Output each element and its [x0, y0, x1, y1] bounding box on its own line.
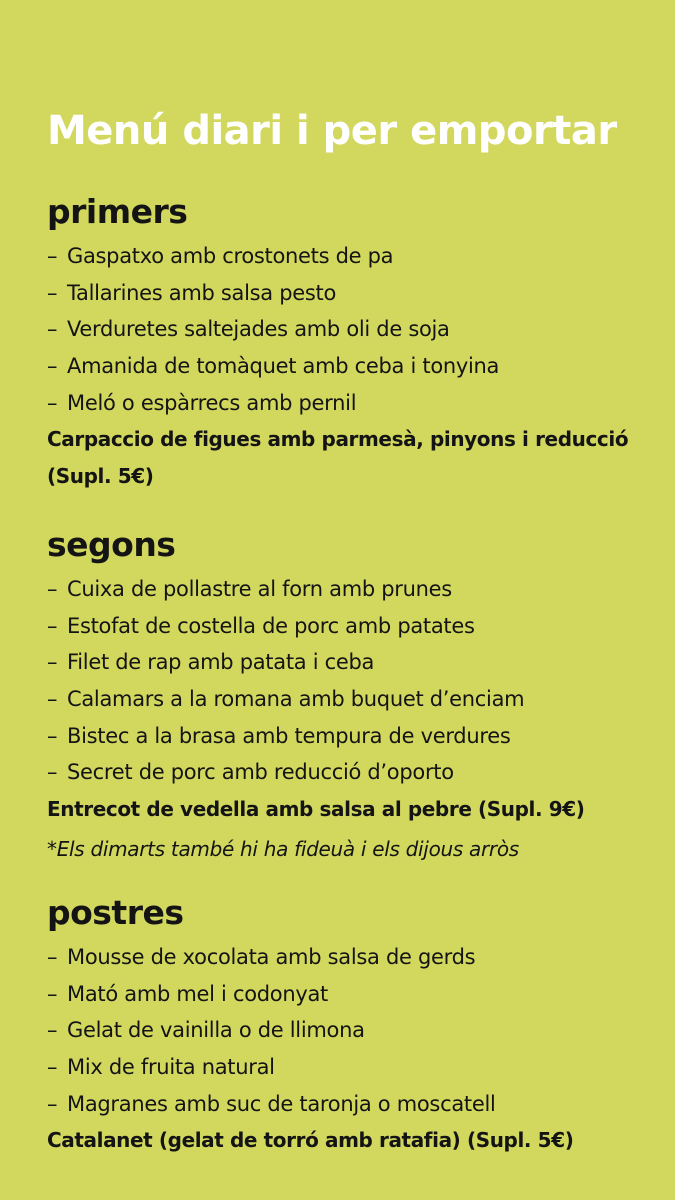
dash: –	[47, 760, 58, 785]
special-item-postres: Catalanet (gelat de torró amb ratafia) (Supl. 5€)	[47, 1128, 574, 1153]
menu-item-label: Amanida de tomàquet amb ceba i tonyina	[67, 354, 500, 379]
menu-item	[47, 385, 657, 422]
menu-item	[47, 275, 657, 312]
menu-item	[47, 348, 657, 385]
dash: –	[47, 723, 58, 748]
menu-item	[47, 1086, 657, 1123]
page-title: Menú diari i per emportar	[47, 108, 617, 154]
menu-item-label: Tallarines amb salsa pesto	[67, 280, 337, 305]
dash: –	[47, 981, 58, 1006]
menu-item	[47, 1049, 657, 1086]
menu-item	[47, 311, 657, 348]
dash: –	[47, 390, 58, 415]
dash: –	[47, 354, 58, 379]
dash: –	[47, 244, 58, 268]
primers-list	[47, 238, 657, 421]
menu-item-label: Gelat de vainilla o de llimona	[67, 1018, 365, 1043]
menu-item-label: Filet de rap amb patata i ceba	[67, 650, 375, 675]
section-heading-segons: segons	[47, 525, 176, 564]
dash: –	[47, 1018, 58, 1043]
menu-item	[47, 681, 657, 718]
menu-item-label: Magranes amb suc de taronja o moscatell	[67, 1091, 496, 1116]
menu-item	[47, 644, 657, 681]
menu-item-label: Meló o espàrrecs amb pernil	[67, 390, 357, 415]
menu-item-label: Secret de porc amb reducció d’oporto	[67, 760, 454, 785]
section-heading-primers: primers	[47, 192, 188, 231]
menu-item	[47, 939, 657, 976]
menu-item	[47, 238, 657, 275]
section-primers	[47, 190, 657, 495]
footnote: *Els dimarts també hi ha fideuà i els dijous arròs	[47, 836, 519, 861]
menu-item-label: Calamars a la romana amb buquet d’enciam	[67, 687, 525, 712]
menu-item	[47, 718, 657, 755]
dash: –	[47, 280, 58, 305]
menu-item	[47, 608, 657, 645]
section-heading-postres: postres	[47, 893, 184, 932]
segons-list	[47, 571, 657, 791]
menu-item	[47, 754, 657, 791]
dash: –	[47, 1091, 58, 1116]
menu-item-label: Cuixa de pollastre al forn amb prunes	[67, 577, 452, 601]
section-segons	[47, 523, 657, 866]
menu-item-label: Mix de fruita natural	[67, 1055, 275, 1080]
postres-list	[47, 939, 657, 1122]
menu-item	[47, 1012, 657, 1049]
menu-item-label: Mató amb mel i codonyat	[67, 981, 328, 1006]
menu-item-label: Gaspatxo amb crostonets de pa	[67, 244, 394, 268]
dash: –	[47, 687, 58, 712]
dash: –	[47, 650, 58, 675]
menu-item-label: Bistec a la brasa amb tempura de verdures	[67, 723, 511, 748]
special-item-primers: Carpaccio de figues amb parmesà, pinyons i reducció (Supl. 5€)	[47, 427, 629, 489]
menu-item-label: Mousse de xocolata amb salsa de gerds	[67, 945, 476, 969]
menu-item	[47, 571, 657, 608]
dash: –	[47, 317, 58, 342]
dash: –	[47, 1055, 58, 1080]
menu-item	[47, 976, 657, 1013]
menu-item-label: Verduretes saltejades amb oli de soja	[67, 317, 450, 342]
dash: –	[47, 945, 58, 969]
dash: –	[47, 613, 58, 638]
special-item-segons: Entrecot de vedella amb salsa al pebre (Supl. 9€)	[47, 797, 585, 822]
dash: –	[47, 577, 58, 601]
menu-item-label: Estofat de costella de porc amb patates	[67, 613, 475, 638]
section-postres	[47, 891, 657, 1159]
